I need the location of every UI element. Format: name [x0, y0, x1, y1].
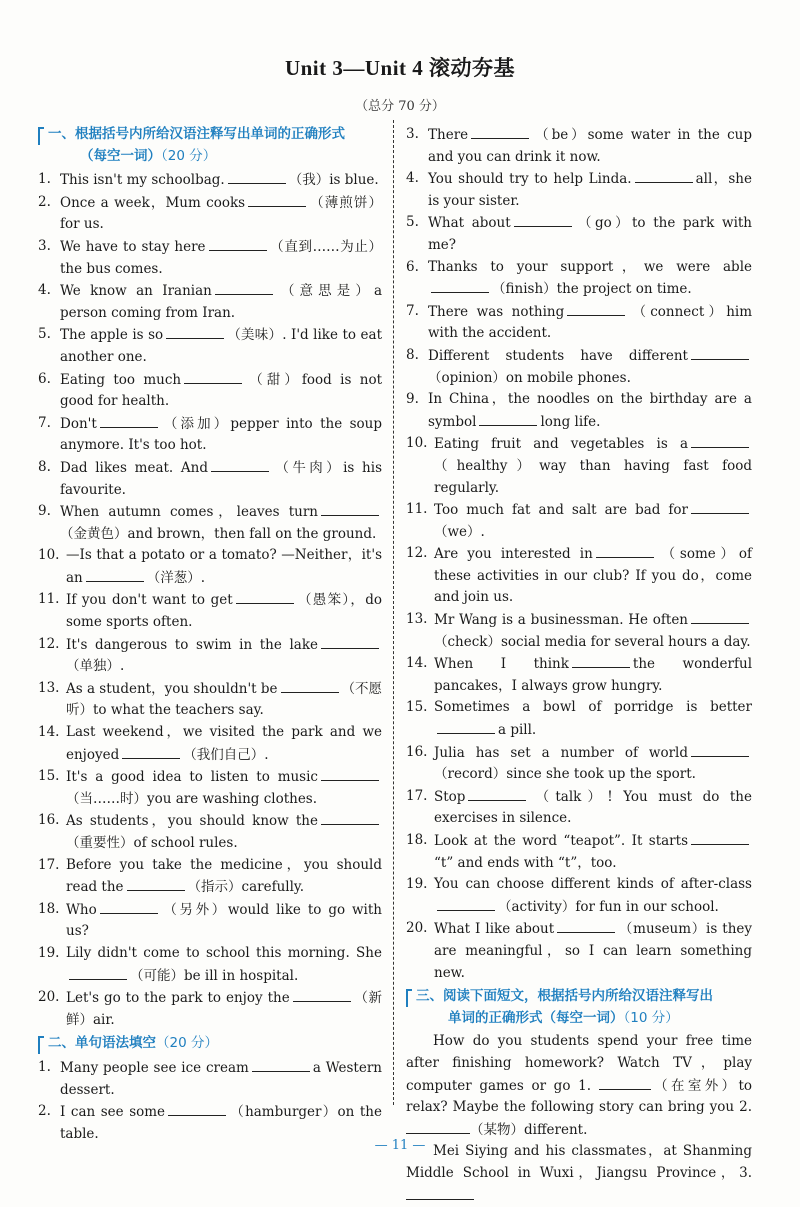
question-hint: （activity）for fun in our school. [498, 898, 719, 915]
question-hint: （connect）him with the accident. [428, 303, 753, 342]
answer-blank[interactable] [691, 742, 749, 757]
answer-blank[interactable] [691, 830, 749, 845]
question-item [406, 874, 752, 918]
answer-blank[interactable] [691, 345, 749, 360]
question-number: 1. [38, 1058, 51, 1075]
section1-heading: 一、根据括号内所给汉语注释写出单词的正确形式 （每空一词）（20 分） [38, 124, 382, 167]
question-text: Eating too much [60, 371, 182, 388]
answer-blank[interactable] [293, 987, 351, 1002]
question-text: It's dangerous to swim in the lake [66, 636, 318, 653]
question-number: 14. [38, 724, 60, 741]
question-text: Many people see ice cream [60, 1059, 249, 1076]
question-item [406, 389, 752, 433]
question-item [38, 324, 382, 368]
question-item [406, 433, 752, 499]
question-number: 1. [38, 171, 51, 188]
question-text: We have to stay here [60, 238, 206, 255]
question-number: 19. [38, 944, 60, 961]
question-text: As a student，you shouldn't be [66, 680, 278, 697]
section1-list [38, 169, 382, 1031]
answer-blank[interactable] [209, 236, 267, 251]
question-number: 14. [406, 655, 428, 672]
question-item [38, 943, 382, 987]
question-text: We know an Iranian [60, 283, 212, 300]
question-item [406, 653, 752, 697]
question-hint: （go）to the park with me? [428, 215, 753, 253]
question-number: 4. [406, 170, 419, 187]
question-text: Before you take the medicine，you should read the [66, 856, 382, 896]
question-hint: （hamburger）on the table. [60, 1104, 382, 1142]
question-text: Stop [434, 788, 466, 805]
question-item [38, 413, 382, 457]
question-hint: （我）is blue. [288, 172, 379, 189]
passage-paragraph-1: How do you students spend your free time after finishing homework? Watch TV，play computer games or go 1. （在室外）to relax? Maybe the following story can bring you 2. （某物）different. [406, 1033, 752, 1138]
question-number: 2. [38, 193, 51, 210]
answer-blank[interactable] [437, 719, 495, 734]
question-item [38, 369, 382, 413]
answer-blank[interactable] [431, 278, 489, 293]
question-number: 7. [406, 302, 419, 319]
question-text: I can see some [60, 1104, 166, 1121]
answer-blank[interactable] [321, 766, 379, 781]
question-item [38, 236, 382, 280]
question-number: 7. [38, 414, 51, 431]
question-hint: （重要性）of school rules. [66, 835, 238, 851]
question-item [406, 786, 752, 830]
question-item [406, 830, 752, 874]
left-column [38, 124, 382, 1145]
question-text: If you don't want to get [66, 592, 233, 609]
question-item [38, 192, 382, 236]
question-hint: （we）. [434, 523, 485, 540]
question-number: 8. [406, 346, 419, 363]
question-item [38, 899, 382, 943]
question-hint: （museum）is they are meaningful，so I can learn something new. [434, 921, 753, 981]
question-text: You should try to help Linda. [428, 171, 632, 188]
question-text: Dad likes meat. And [60, 459, 209, 476]
question-item [38, 501, 382, 545]
answer-blank[interactable] [691, 499, 749, 514]
question-text: Let's go to the park to enjoy the [66, 990, 290, 1007]
question-hint: “t” and ends with “t”，too. [434, 854, 617, 871]
question-number: 6. [406, 258, 419, 275]
question-text: Lily didn't come to school this morning. She [66, 944, 382, 961]
question-number: 17. [38, 856, 60, 873]
answer-blank[interactable] [557, 918, 615, 933]
question-text: Thanks to your support，we were able [428, 258, 752, 275]
question-number: 18. [38, 900, 60, 917]
question-text: It's a good idea to listen to music [66, 769, 318, 786]
page-title: Unit 3—Unit 4 滚动夯基 [284, 56, 516, 80]
question-item [406, 697, 752, 741]
question-text: Who [66, 901, 97, 918]
question-text: You can choose different kinds of after-class [434, 876, 752, 893]
answer-blank[interactable] [281, 678, 339, 693]
question-number: 12. [406, 545, 428, 562]
question-item [38, 589, 382, 633]
question-number: 15. [406, 699, 428, 716]
question-text: Mr Wang is a businessman. He often [434, 612, 688, 629]
question-item [38, 855, 382, 899]
question-number: 4. [38, 282, 51, 299]
answer-blank[interactable] [691, 609, 749, 624]
question-item [406, 499, 752, 543]
section2-list-right [406, 124, 752, 984]
question-item [406, 345, 752, 389]
question-number: 13. [38, 679, 60, 696]
question-hint: （直到……为止）the bus comes. [60, 238, 383, 277]
answer-blank[interactable] [691, 433, 749, 448]
question-hint: （healthy）way than having fast food regularly. [434, 457, 752, 496]
question-hint: the wonderful pancakes，I always grow hungry. [434, 656, 753, 694]
question-item [38, 169, 382, 192]
question-hint: （金黄色）and brown，then fall on the ground. [60, 525, 377, 542]
answer-blank[interactable] [321, 501, 379, 516]
question-text: When autumn comes，leaves turn [60, 504, 318, 521]
question-hint: （新鲜）air. [66, 990, 382, 1028]
question-hint: （我们自己）. [183, 746, 269, 763]
answer-blank[interactable] [100, 899, 158, 914]
question-item [406, 609, 752, 653]
answer-blank[interactable] [468, 786, 526, 801]
question-item [406, 124, 752, 168]
question-number: 10. [406, 435, 428, 452]
question-number: 15. [38, 768, 60, 785]
question-number: 13. [406, 611, 428, 628]
question-text: Eating fruit and vegetables is a [434, 436, 688, 453]
question-hint: （愚笨），do some sports often. [66, 592, 382, 631]
question-text: As students，you should know the [66, 813, 318, 830]
question-text: Sometimes a bowl of porridge is better [434, 699, 752, 716]
answer-blank[interactable] [184, 369, 242, 384]
question-item [406, 543, 752, 609]
answer-blank[interactable] [406, 1119, 470, 1134]
answer-blank[interactable] [596, 543, 654, 558]
question-number: 8. [38, 458, 51, 475]
question-hint: （finish）the project on time. [492, 281, 692, 298]
answer-blank[interactable] [168, 1101, 226, 1116]
question-item [406, 918, 752, 984]
question-hint: （另外）would like to go with us? [66, 901, 382, 940]
answer-blank[interactable] [166, 324, 224, 339]
question-text: Last weekend，we visited the park and we enjoyed [66, 724, 382, 763]
question-hint: a pill. [498, 722, 537, 739]
section3-heading: 三、阅读下面短文，根据括号内所给汉语注释写出 单词的正确形式（每空一词）（10 分） [406, 986, 752, 1029]
question-text: Too much fat and salt are bad for [434, 502, 688, 519]
question-hint: （单独）. [66, 658, 125, 675]
section2-list-left [38, 1057, 382, 1145]
question-item [38, 280, 382, 324]
answer-blank[interactable] [122, 744, 180, 759]
question-text: In China，the noodles on the birthday are a symbol [428, 391, 752, 430]
question-item [406, 212, 752, 256]
question-number: 20. [38, 989, 60, 1006]
passage-paragraph-2: Mei Siying and his classmates，at Shanming Middle School in Wuxi，Jiangsu Province，3. [406, 1141, 752, 1207]
question-hint: （甜）food is not good for health. [60, 371, 382, 410]
question-number: 9. [406, 391, 419, 408]
question-text: What I like about [434, 921, 555, 938]
answer-blank[interactable] [215, 280, 273, 295]
question-number: 16. [38, 812, 60, 829]
question-text: The apple is so [60, 327, 164, 344]
question-text: Look at the word “teapot”. It starts [434, 833, 688, 849]
question-item [38, 678, 382, 722]
question-hint: （check）social media for several hours a day. [434, 633, 751, 650]
question-hint: （record）since she took up the sport. [434, 766, 696, 783]
question-number: 3. [406, 126, 419, 142]
question-number: 10. [38, 547, 60, 564]
question-hint: （指示）carefully. [187, 879, 305, 896]
question-number: 2. [38, 1103, 51, 1120]
question-text: Don't [60, 415, 97, 432]
question-text: Are you interested in [434, 546, 593, 563]
question-text: What about [428, 215, 511, 232]
answer-blank[interactable] [86, 567, 144, 582]
question-text: Julia has set a number of world [434, 744, 688, 761]
answer-blank[interactable] [567, 301, 625, 316]
question-item [38, 457, 382, 501]
answer-blank[interactable] [252, 1057, 310, 1072]
question-hint: （当……时）you are washing clothes. [66, 790, 318, 807]
answer-blank[interactable] [437, 896, 495, 911]
answer-blank[interactable] [100, 413, 158, 428]
question-hint: （可能）be ill in hospital. [130, 967, 299, 984]
section2-heading: 二、单句语法填空（20 分） [38, 1033, 382, 1055]
question-number: 11. [38, 591, 60, 608]
question-hint: （添加）pepper into the soup anymore. It's too hot. [60, 415, 382, 454]
section-marker-icon [38, 127, 44, 145]
question-number: 11. [406, 501, 428, 518]
column-divider [393, 120, 394, 1105]
question-item [38, 1057, 382, 1101]
section-marker-icon [406, 989, 412, 1007]
answer-blank[interactable] [228, 169, 286, 184]
question-hint: a Western dessert. [60, 1059, 382, 1098]
question-item [38, 634, 382, 678]
question-item [38, 810, 382, 854]
answer-blank[interactable] [479, 411, 537, 426]
question-number: 16. [406, 743, 428, 760]
question-item [406, 168, 752, 212]
answer-blank[interactable] [127, 876, 185, 891]
question-number: 12. [38, 635, 60, 652]
question-item [406, 301, 752, 345]
answer-blank[interactable] [572, 653, 630, 668]
answer-blank[interactable] [599, 1075, 651, 1090]
answer-blank[interactable] [248, 192, 306, 207]
answer-blank[interactable] [321, 634, 379, 649]
page-number: — 11 — [374, 1138, 426, 1153]
answer-blank[interactable] [471, 124, 529, 139]
question-number: 19. [406, 876, 428, 893]
question-hint: （意思是）a person coming from Iran. [60, 283, 382, 321]
question-hint: （be）some water in the cup and you can drink it now. [428, 127, 752, 165]
question-hint: （talk）! You must do the exercises in silence. [434, 788, 752, 827]
question-text: Different students have different [428, 347, 688, 364]
question-item [406, 257, 752, 301]
question-number: 20. [406, 920, 428, 937]
question-number: 9. [38, 503, 51, 520]
total-score: （总分 70 分） [355, 99, 445, 114]
question-text: When I think [434, 656, 569, 673]
question-number: 17. [406, 787, 428, 804]
question-item [38, 766, 382, 810]
question-hint: （some）of these activities in our club? If you do，come and join us. [434, 546, 752, 606]
answer-blank[interactable] [211, 457, 269, 472]
question-hint: （opinion）on mobile phones. [428, 369, 631, 386]
question-number: 5. [38, 326, 51, 343]
question-item [38, 987, 382, 1031]
section-marker-icon [38, 1036, 44, 1054]
question-number: 6. [38, 370, 51, 387]
question-text: —Is that a potato or a tomato? —Neither，it's an [66, 547, 382, 586]
answer-blank[interactable] [321, 810, 379, 825]
question-hint: all，she is your sister. [428, 171, 752, 209]
question-item [38, 722, 382, 766]
question-item [406, 742, 752, 786]
question-number: 3. [38, 237, 51, 254]
question-text: There was nothing [428, 303, 565, 320]
right-column [406, 124, 752, 1207]
question-hint: （牛肉）is his favourite. [60, 459, 382, 498]
question-hint: （美味）. I'd like to eat another one. [60, 327, 382, 365]
answer-blank[interactable] [236, 589, 294, 604]
answer-blank[interactable] [635, 168, 693, 183]
question-hint: long life. [540, 413, 601, 430]
question-text: There [428, 127, 469, 143]
question-number: 5. [406, 214, 419, 231]
question-text: Once a week，Mum cooks [60, 194, 246, 211]
answer-blank[interactable] [69, 965, 127, 980]
question-item [38, 545, 382, 589]
question-text: This isn't my schoolbag. [60, 172, 225, 189]
question-hint: （洋葱）. [146, 569, 206, 586]
question-hint: （薄煎饼）for us. [60, 194, 382, 233]
question-number: 18. [406, 832, 428, 848]
answer-blank[interactable] [514, 212, 572, 227]
question-hint: （不愿听）to what the teachers say. [66, 680, 383, 719]
answer-blank[interactable] [406, 1185, 474, 1200]
